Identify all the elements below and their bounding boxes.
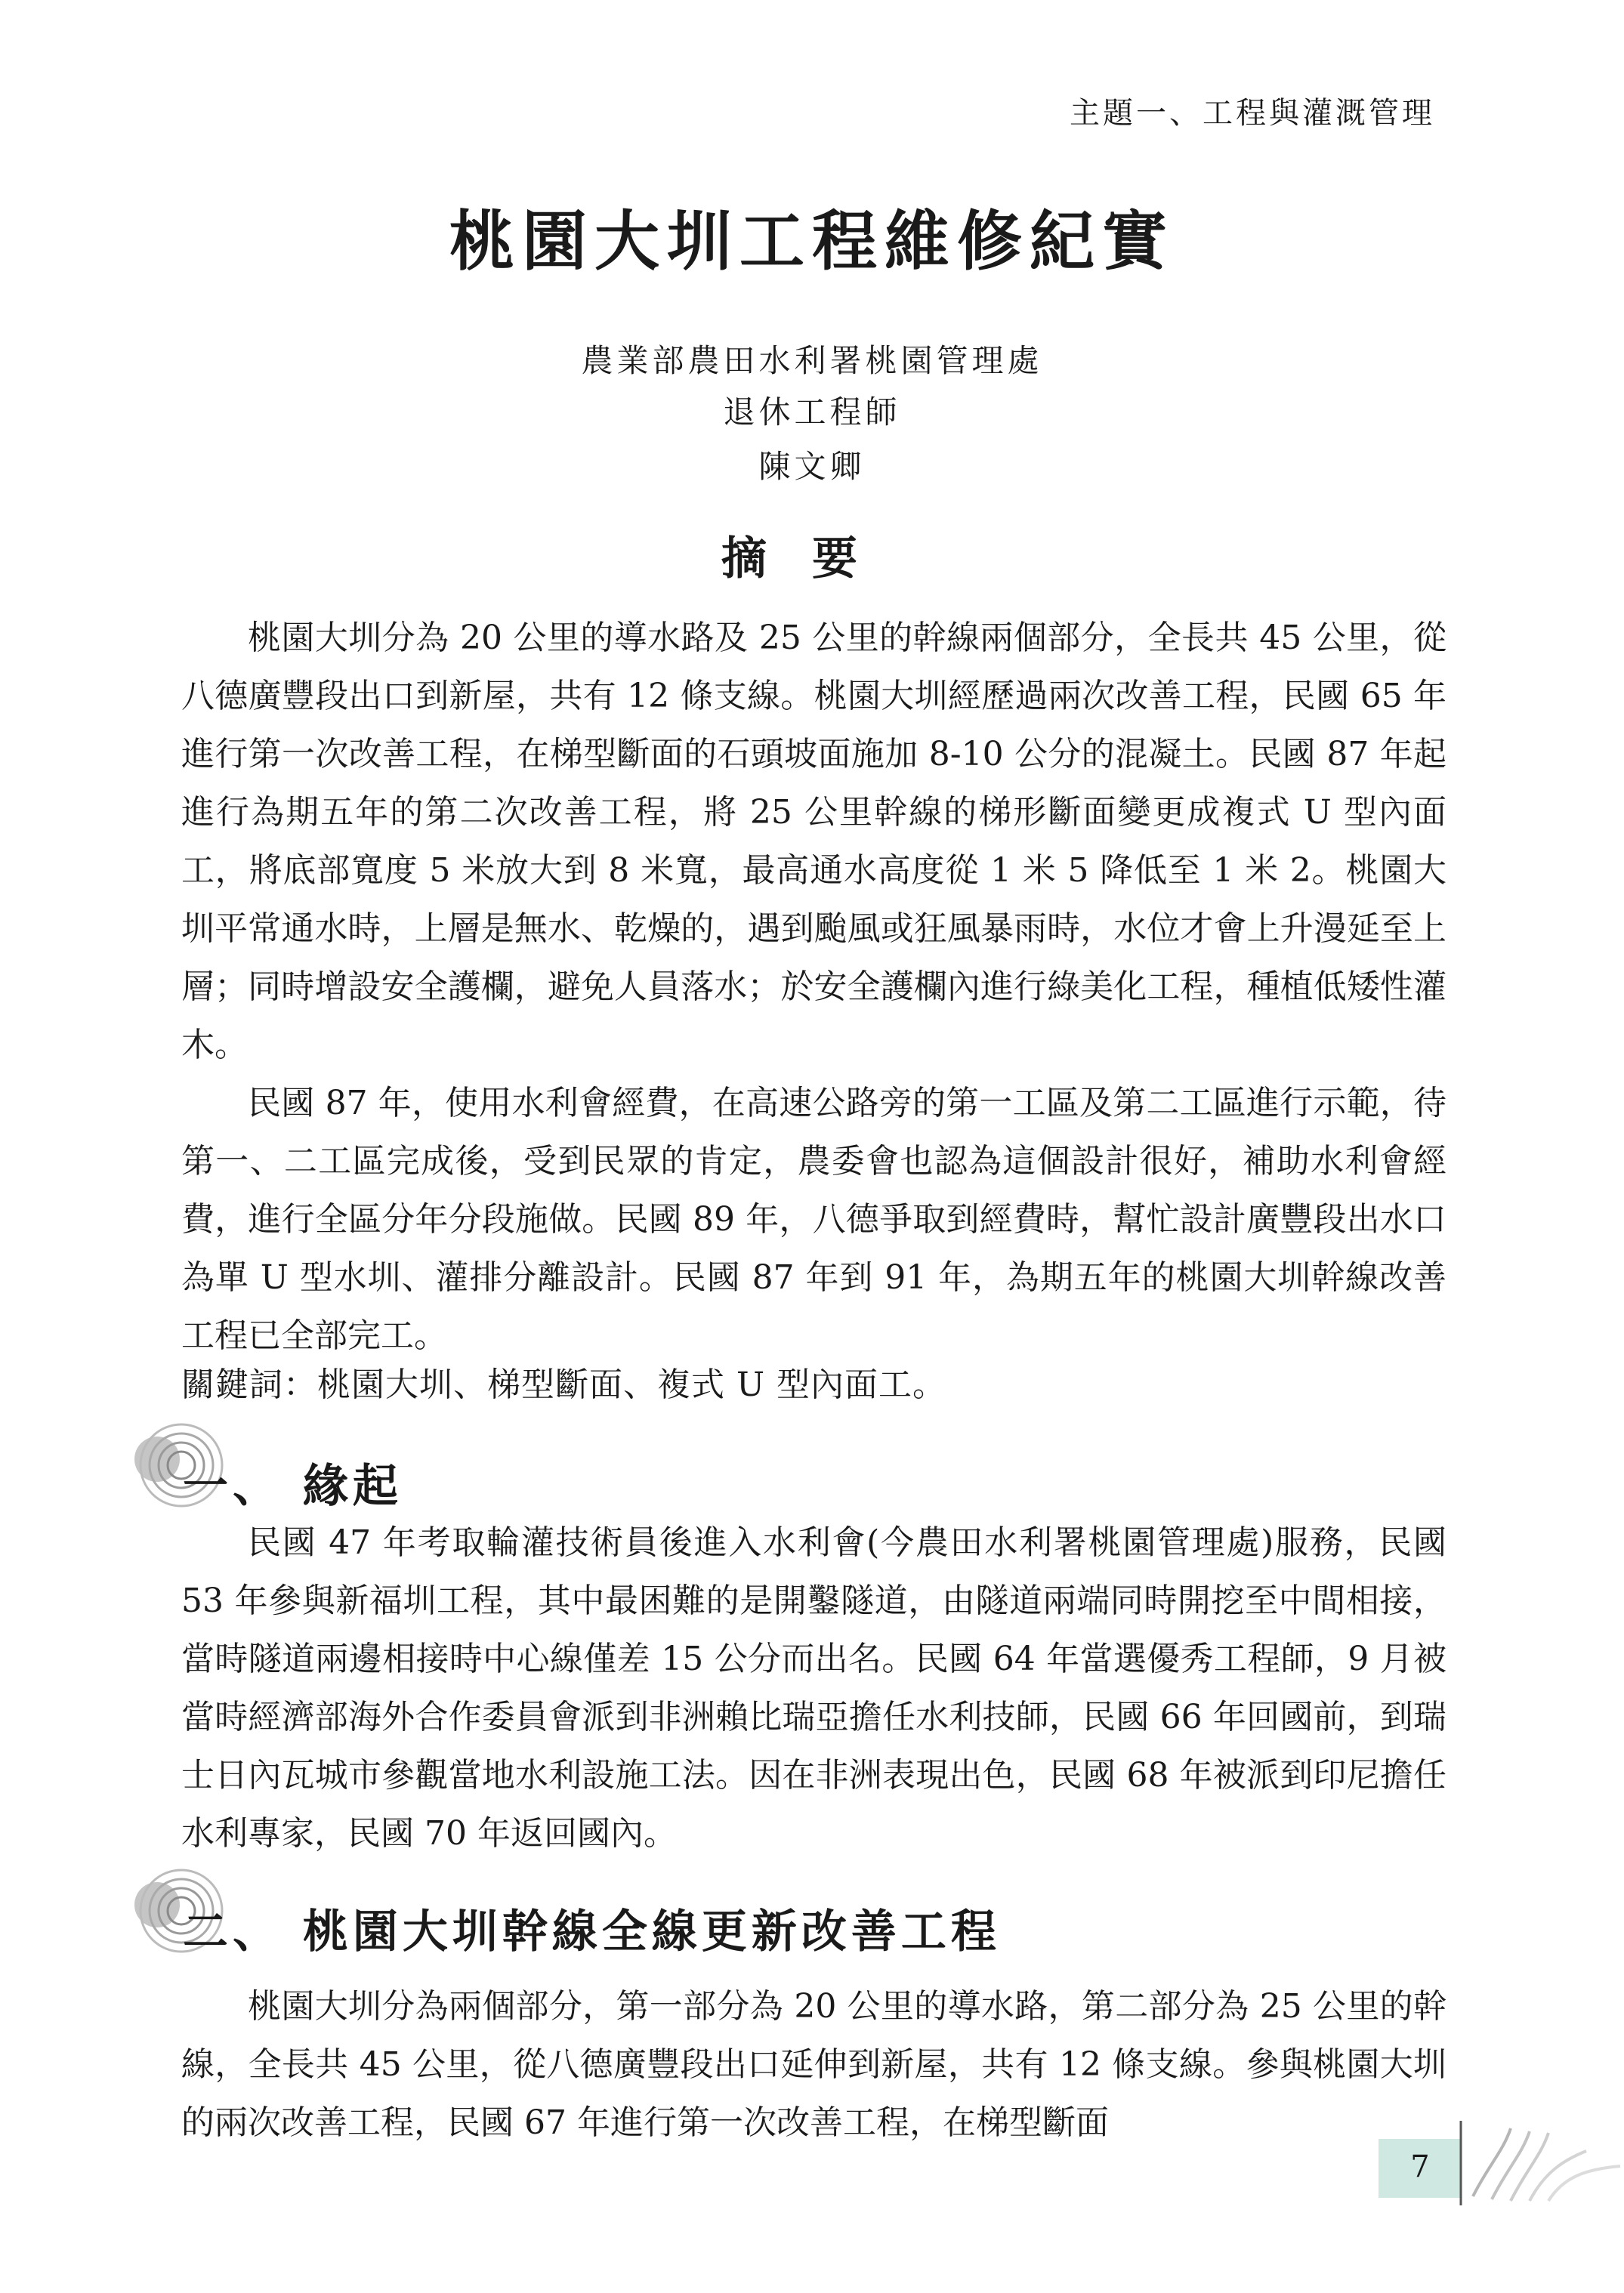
- section-2-header: [121, 1866, 1405, 1971]
- header-topic: 主題一、工程與灌溉管理: [1070, 96, 1435, 131]
- page-number: 7: [1410, 2149, 1430, 2184]
- section-heading: 一、 緣起: [183, 1460, 403, 1513]
- footer-wave-icon: [1458, 2121, 1624, 2205]
- section-1-header: [121, 1420, 1405, 1526]
- abstract-paragraph: 民國 87 年，使用水利會經費，在高速公路旁的第一工區及第二工區進行示範，待第一、二工區完成後，受到民眾的肯定，農委會也認為這個設計很好，補助水利會經費，進行全區分年分段施做。民國 89 年，八德爭取到經費時，幫忙設計廣豐段出水口為單 U 型水圳、灌排分離設計。民國 87 年到 91 年，為期五年的桃園大圳幹線改善工程已全部完工。: [181, 1084, 1446, 1355]
- abstract-heading: 摘要: [721, 532, 903, 585]
- section-paragraph: 民國 47 年考取輪灌技術員後進入水利會(今農田水利署桃園管理處)服務，民國 53 年參與新福圳工程，其中最困難的是開鑿隧道，由隧道兩端同時開挖至中間相接，當時隧道兩邊相接時中心線僅差 15 公分而出名。民國 64 年當選優秀工程師，9 月被當時經濟部海外合作委員會派到非洲賴比瑞亞擔任水利技師，民國 66 年回國前，到瑞士日內瓦城市參觀當地水利設施工法。因在非洲表現出色，民國 68 年被派到印尼擔任水利專家，民國 70 年返回國內。: [181, 1523, 1446, 1853]
- section-heading: 二、 桃園大圳幹線全線更新改善工程: [183, 1906, 1001, 1958]
- section-paragraph: 桃園大圳分為兩個部分，第一部分為 20 公里的導水路，第二部分為 25 公里的幹線，全長共 45 公里，從八德廣豐段出口延伸到新屋，共有 12 條支線。參與桃園大圳的兩次改善工程，民國 67 年進行第一次改善工程，在梯型斷面: [181, 1987, 1446, 2142]
- abstract-body: [181, 609, 1446, 1365]
- page-title: 桃園大圳工程維修紀實: [449, 203, 1175, 279]
- keywords: 關鍵詞：桃園大圳、梯型斷面、複式 U 型內面工。: [181, 1366, 947, 1404]
- author-position: 退休工程師: [723, 393, 901, 431]
- author-affiliation: 農業部農田水利署桃園管理處: [581, 342, 1043, 379]
- section-1-body: [181, 1514, 1446, 1862]
- abstract-paragraph: 桃園大圳分為 20 公里的導水路及 25 公里的幹線兩個部分，全長共 45 公里，從八德廣豐段出口到新屋，共有 12 條支線。桃園大圳經歷過兩次改善工程，民國 65 年進行第一次改善工程，在梯型斷面的石頭坡面施加 8-10 公分的混凝土。民國 87 年起進行為期五年的第二次改善工程，將 25 公里幹線的梯形斷面變更成複式 U 型內面工，將底部寬度 5 米放大到 8 米寬，最高通水高度從 1 米 5 降低至 1 米 2。桃園大圳平常通水時，上層是無水、乾燥的，遇到颱風或狂風暴雨時，水位才會上升漫延至上層；同時增設安全護欄，避免人員落水；於安全護欄內進行綠美化工程，種植低矮性灌木。: [181, 619, 1446, 1064]
- section-2-body: [181, 1977, 1446, 2152]
- author-name: 陳文卿: [758, 448, 866, 485]
